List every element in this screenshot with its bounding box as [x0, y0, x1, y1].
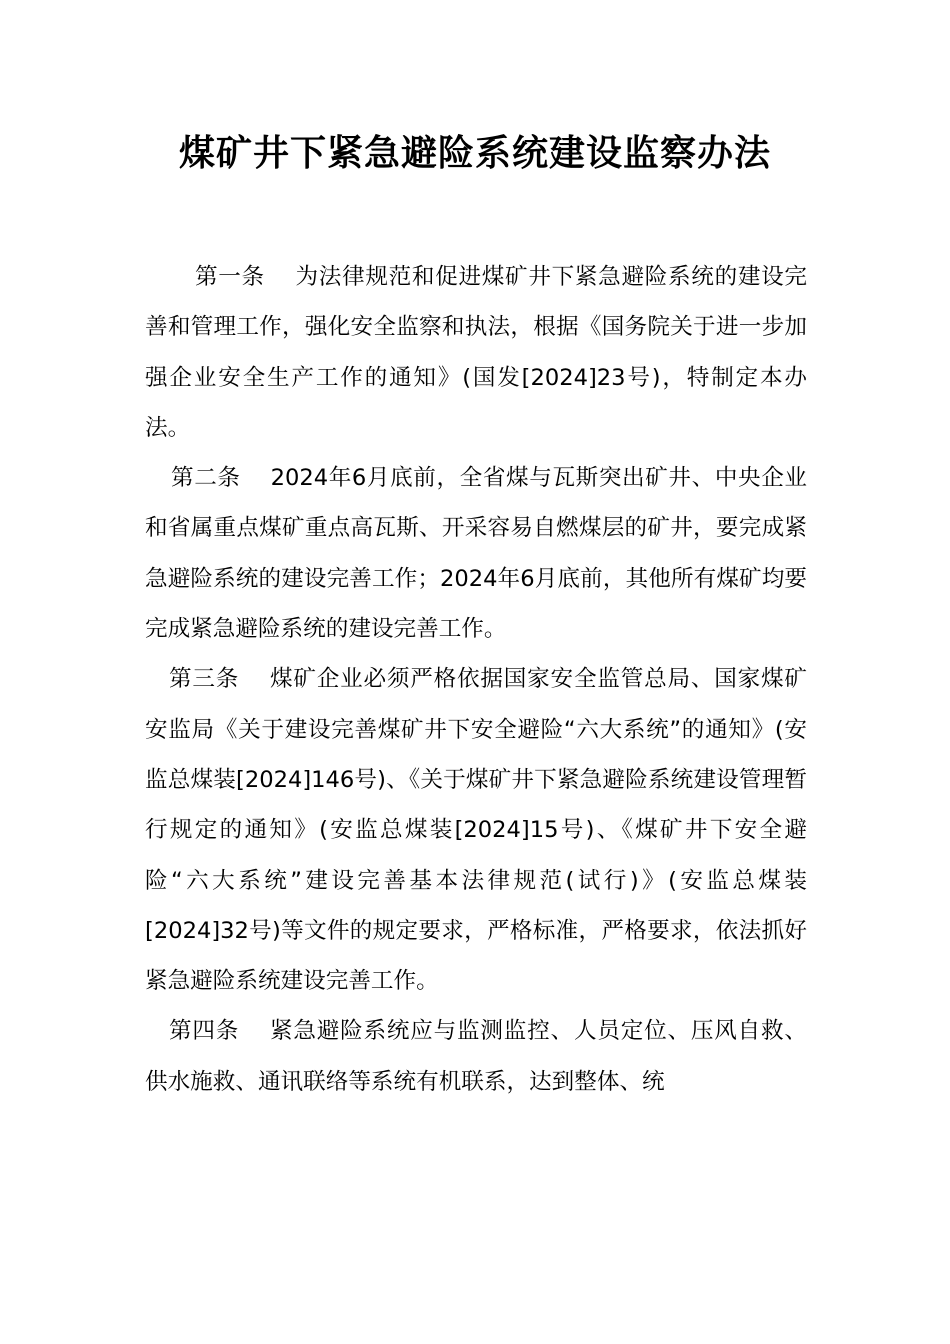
article-2-number: 第二条 — [171, 465, 241, 492]
article-1-number: 第一条 — [195, 264, 265, 290]
article-4-number: 第四条 — [169, 1018, 240, 1045]
article-2-text: 2024年6月底前，全省煤与瓦斯突出矿井、中央企业和省属重点煤矿重点高瓦斯、开采容易自燃煤层的矿井，要完成紧急避险系统的建设完善工作；2024年6月底前，其他所有煤矿均要完成紧急避险系统的建设完善工作。 — [145, 465, 808, 643]
article-4 — [145, 1006, 807, 1107]
article-2 — [145, 453, 807, 654]
article-4-text: 紧急避险系统应与监测监控、人员定位、压风自救、供水施救、通讯联络等系统有机联系，达到整体、统 — [145, 1018, 808, 1095]
document-body — [145, 252, 807, 1107]
article-3-text: 煤矿企业必须严格依据国家安全监管总局、国家煤矿安监局《关于建设完善煤矿井下安全避险“六大系统”的通知》(安监总煤装[2024]146号)、《关于煤矿井下紧急避险系统建设管理暂行规定的通知》(安监总煤装[2024]15号)、《煤矿井下安全避险“六大系统”建设完善基本法律规范(试行)》(安监总煤装[2024]32号)等文件的规定要求，严格标准，严格要求，依法抓好紧急避险系统建设完善工作。 — [145, 666, 808, 995]
article-3-number: 第三条 — [169, 666, 240, 693]
article-1 — [145, 252, 807, 453]
article-3 — [145, 654, 807, 1006]
article-1-text: 为法律规范和促进煤矿井下紧急避险系统的建设完善和管理工作，强化安全监察和执法，根据《国务院关于进一步加强企业安全生产工作的通知》(国发[2024]23号)，特制定本办法。 — [145, 264, 808, 441]
document-title: 煤矿井下紧急避险系统建设监察办法 — [178, 133, 771, 174]
